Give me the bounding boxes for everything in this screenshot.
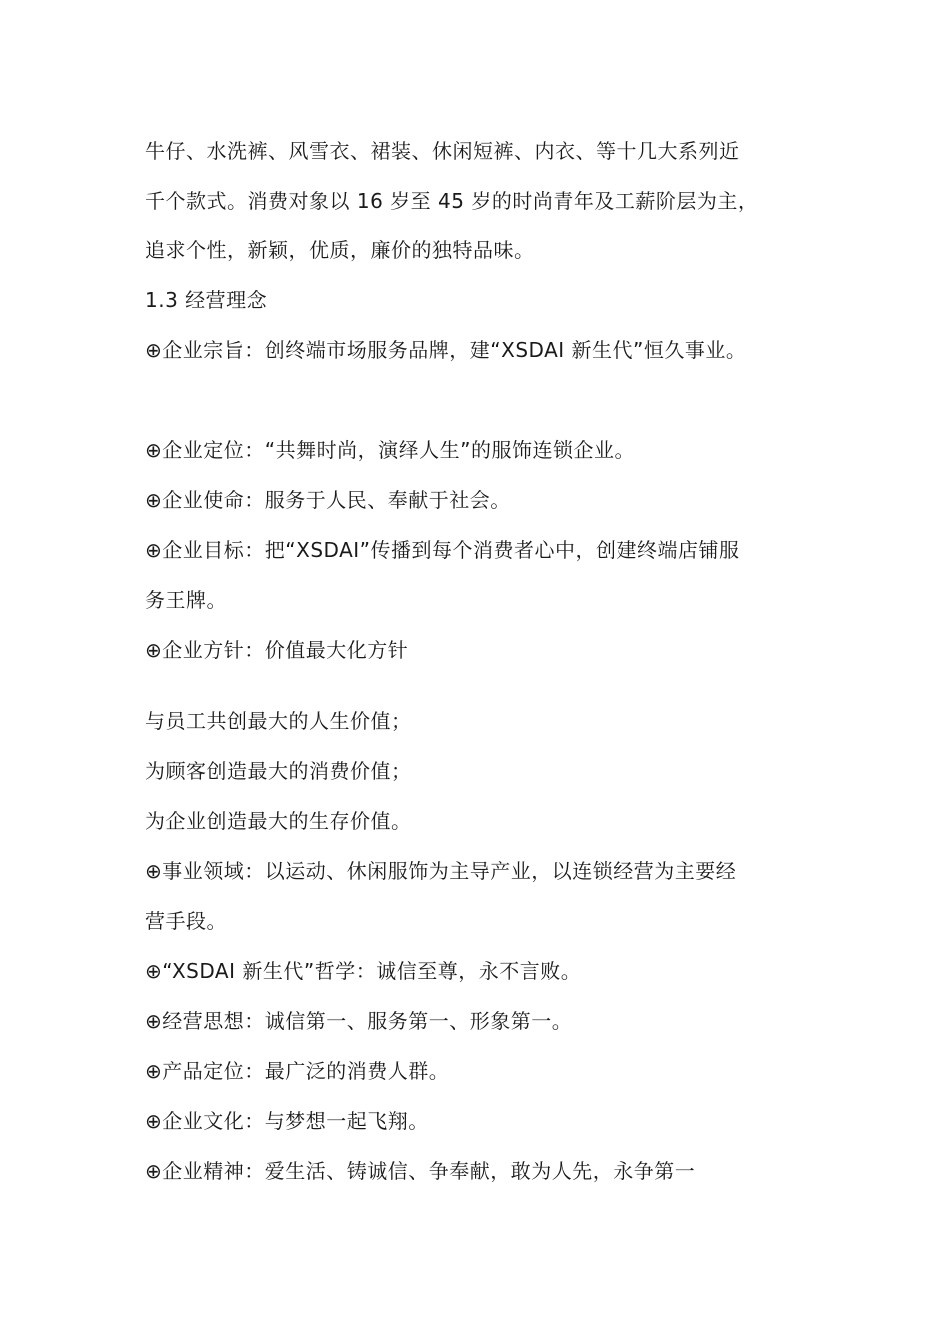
- text-line-purpose: ⊕企业宗旨：创终端市场服务品牌，建“XSDAI 新生代”恒久事业。: [145, 338, 747, 362]
- text-line-mission: ⊕企业使命：服务于人民、奉献于社会。: [145, 488, 511, 512]
- text-line-spirit: ⊕企业精神：爱生活、铸诚信、争奉献，敢为人先，永争第一: [145, 1159, 696, 1183]
- text-line-business-field: ⊕事业领域：以运动、休闲服饰为主导产业，以连锁经营为主要经: [145, 859, 737, 883]
- text-line-2: 千个款式。消费对象以 16 岁至 45 岁的时尚青年及工薪阶层为主，: [145, 189, 759, 213]
- text-line-positioning: ⊕企业定位：“共舞时尚，演绎人生”的服饰连锁企业。: [145, 438, 635, 462]
- text-line-1: 牛仔、水洗裤、风雪衣、裙装、休闲短裤、内衣、等十几大系列近: [145, 139, 740, 163]
- text-line-customer-value: 为顾客创造最大的消费价值；: [145, 759, 412, 783]
- section-heading: 1.3 经营理念: [145, 288, 268, 312]
- text-line-business-field-cont: 营手段。: [145, 909, 227, 933]
- text-line-culture: ⊕企业文化：与梦想一起飞翔。: [145, 1109, 429, 1133]
- text-line-enterprise-value: 为企业创造最大的生存价值。: [145, 809, 412, 833]
- text-line-policy: ⊕企业方针：价值最大化方针: [145, 638, 409, 662]
- text-line-philosophy: ⊕“XSDAI 新生代”哲学：诚信至尊，永不言败。: [145, 959, 582, 983]
- text-line-3: 追求个性，新颖，优质，廉价的独特品味。: [145, 238, 535, 262]
- text-line-employee-value: 与员工共创最大的人生价值；: [145, 709, 412, 733]
- text-line-product-positioning: ⊕产品定位：最广泛的消费人群。: [145, 1059, 450, 1083]
- text-line-goal: ⊕企业目标：把“XSDAI”传播到每个消费者心中，创建终端店铺服: [145, 538, 740, 562]
- text-line-thinking: ⊕经营思想：诚信第一、服务第一、形象第一。: [145, 1009, 573, 1033]
- text-line-goal-cont: 务王牌。: [145, 588, 227, 612]
